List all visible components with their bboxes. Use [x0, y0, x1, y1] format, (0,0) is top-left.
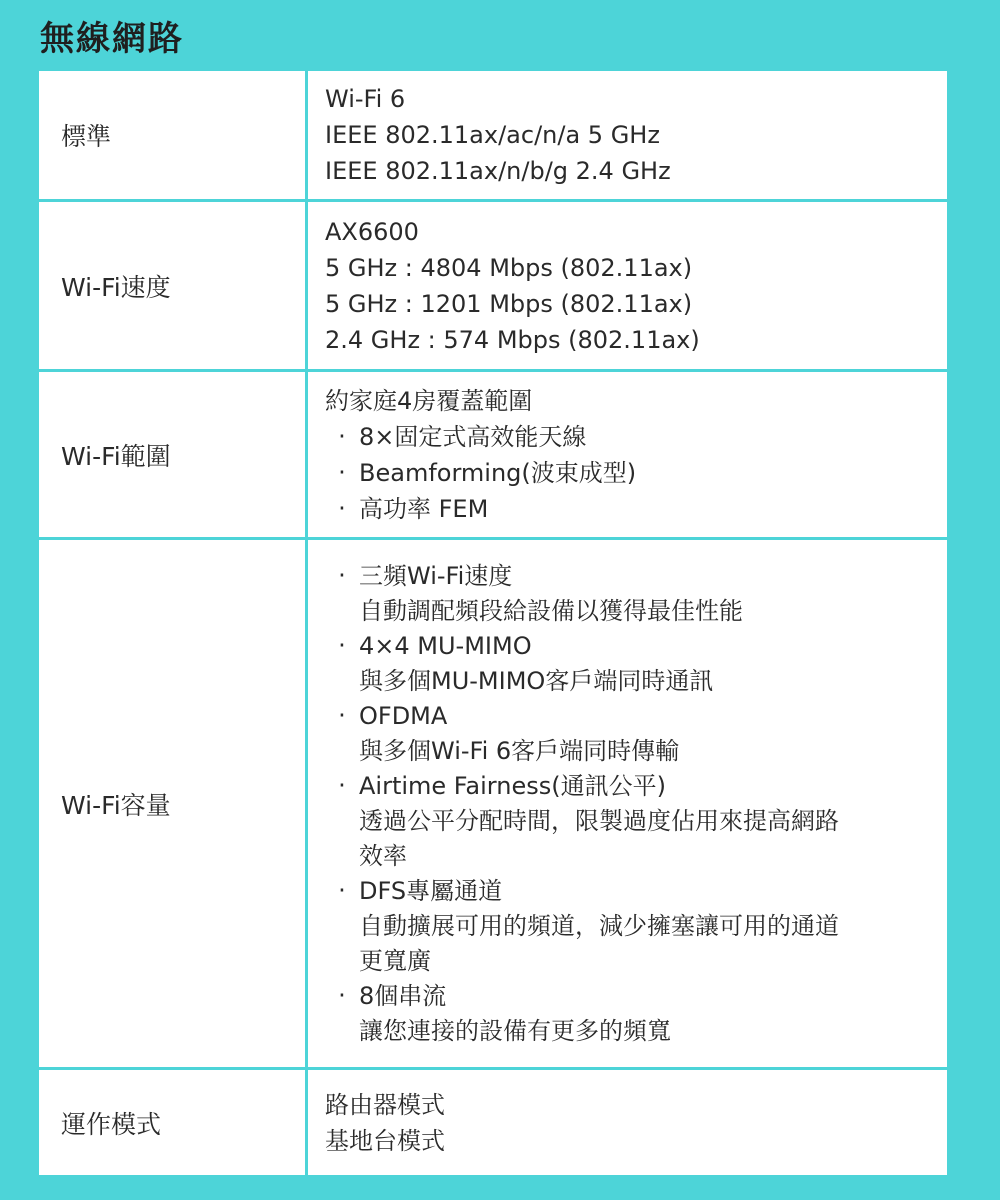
spec-line-text: Airtime Fairness(通訊公平): [359, 771, 666, 800]
spec-line-text: DFS專屬通道: [359, 876, 503, 905]
spec-label-speed: Wi-Fi速度: [38, 201, 307, 371]
spec-line-text: 高功率 FEM: [359, 494, 489, 523]
spec-value-capacity: [307, 539, 949, 1069]
spec-row-standard: [38, 70, 949, 201]
spec-line: 5 GHz : 1201 Mbps (802.11ax): [325, 289, 693, 318]
spec-line: 效率: [359, 841, 407, 870]
spec-line: 與多個Wi-Fi 6客戶端同時傳輸: [359, 736, 680, 765]
spec-line-text: 4×4 MU-MIMO: [359, 631, 532, 660]
spec-line: [325, 769, 947, 804]
spec-line: [325, 699, 947, 734]
spec-table: [36, 68, 950, 1178]
spec-line: 自動擴展可用的頻道，減少擁塞讓可用的通道: [359, 911, 839, 940]
spec-row-mode: [38, 1069, 949, 1177]
bullet-dot: ‧: [338, 631, 346, 660]
bullet-dot: ‧: [338, 561, 346, 590]
spec-line: 基地台模式: [325, 1126, 445, 1155]
bullet-dot: ‧: [338, 458, 346, 487]
spec-line-text: 三頻Wi-Fi速度: [359, 561, 513, 590]
spec-line-text: 8×固定式高效能天線: [359, 422, 587, 451]
spec-line: IEEE 802.11ax/n/b/g 2.4 GHz: [325, 157, 671, 185]
spec-line: 5 GHz : 4804 Mbps (802.11ax): [325, 253, 693, 282]
spec-line: [325, 629, 947, 664]
spec-label-mode: 運作模式: [38, 1069, 307, 1177]
bullet-dot: ‧: [338, 981, 346, 1010]
spec-line: [325, 979, 947, 1014]
spec-line: [325, 419, 947, 455]
spec-line-text: 約家庭4房覆蓋範圍: [325, 386, 533, 415]
spec-line: 路由器模式: [325, 1090, 445, 1119]
spec-line: 更寬廣: [359, 946, 431, 975]
spec-line: 與多個MU-MIMO客戶端同時通訊: [359, 666, 714, 695]
bullet-dot: ‧: [338, 771, 346, 800]
spec-line: [325, 455, 947, 491]
spec-line: [325, 559, 947, 594]
spec-line: [325, 874, 947, 909]
spec-line: 讓您連接的設備有更多的頻寬: [359, 1016, 671, 1045]
spec-value-mode: [307, 1069, 949, 1177]
spec-line-text: 8個串流: [359, 981, 447, 1010]
spec-line: AX6600: [325, 217, 419, 246]
spec-label-standard: 標準: [38, 70, 307, 201]
spec-value-range: [307, 371, 949, 539]
spec-label-range: Wi-Fi範圍: [38, 371, 307, 539]
spec-value-standard: [307, 70, 949, 201]
spec-row-range: [38, 371, 949, 539]
spec-line: IEEE 802.11ax/ac/n/a 5 GHz: [325, 121, 660, 149]
bullet-dot: ‧: [338, 494, 346, 523]
spec-row-speed: [38, 201, 949, 371]
spec-line-text: Beamforming(波束成型): [359, 458, 637, 487]
spec-label-capacity: Wi-Fi容量: [38, 539, 307, 1069]
spec-line: 自動調配頻段給設備以獲得最佳性能: [359, 596, 743, 625]
spec-line: [325, 491, 947, 527]
bullet-dot: ‧: [338, 701, 346, 730]
section-title: 無線網路: [40, 19, 184, 59]
spec-line: 透過公平分配時間，限製過度佔用來提高網路: [359, 806, 839, 835]
spec-value-speed: [307, 201, 949, 371]
spec-row-capacity: [38, 539, 949, 1069]
spec-line-text: OFDMA: [359, 701, 448, 730]
spec-line: 2.4 GHz : 574 Mbps (802.11ax): [325, 325, 700, 354]
spec-line: [325, 383, 947, 419]
bullet-dot: ‧: [338, 422, 346, 451]
bullet-dot: ‧: [338, 876, 346, 905]
spec-line: Wi-Fi 6: [325, 85, 406, 113]
